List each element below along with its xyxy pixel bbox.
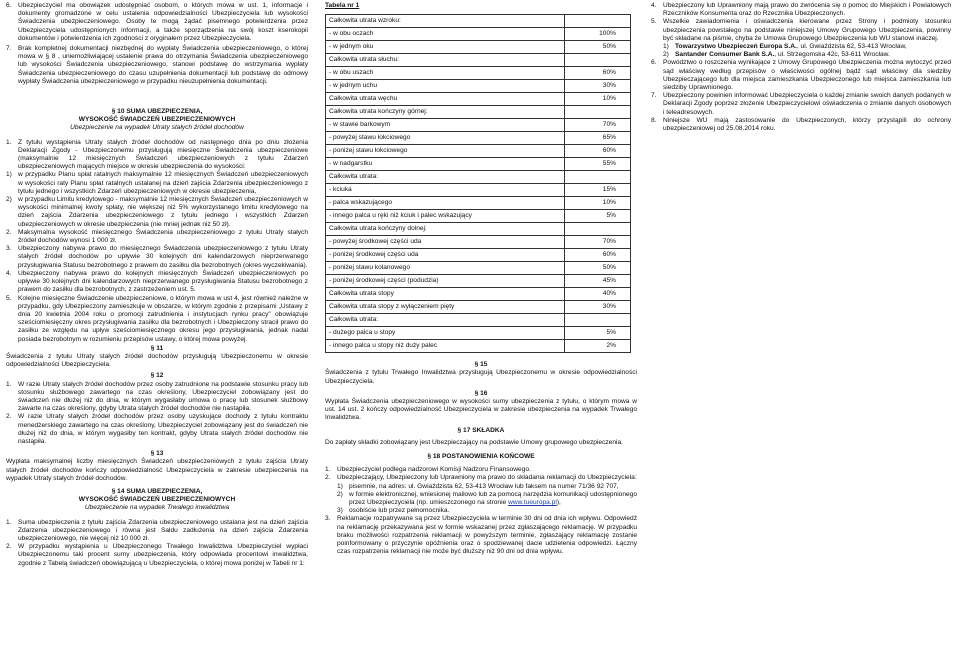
table-cell-value: 55% bbox=[565, 158, 631, 171]
table-cell-label: - kciuka bbox=[326, 184, 565, 197]
paragraph-text: Niniejsze WU mają zastosowanie do Ubezpieczonych, którzy przystąpili do ochrony ubezpieczeniowej od 25.08.2014 roku. bbox=[663, 116, 951, 133]
table-cell-value: 15% bbox=[565, 184, 631, 197]
table-row bbox=[326, 236, 631, 249]
table-row bbox=[326, 210, 631, 223]
list-item: 2. Maksymalna wysokość miesięcznego Świadczenia ubezpieczeniowego z tytułu Utraty stałych źródeł dochodów wynosi 1 000 zł. bbox=[6, 228, 308, 245]
table-row bbox=[326, 54, 631, 67]
section-heading: § 10 SUMA UBEZPIECZENIA, bbox=[111, 108, 203, 116]
table-cell-value: 30% bbox=[565, 301, 631, 314]
table-cell-value: 65% bbox=[565, 132, 631, 145]
list-item: 7. Brak kompletnej dokumentacji niezbędnej do wypłaty Świadczenia ubezpieczeniowego, o której mowa w § 8 , uniemożliwiającej ustalenie prawa do otrzymania Świadczenia ubezpieczeniowego lub wysokości Świadczenia ubezpieczeniowego, stanowi podstawę do wstrzymania wypłaty Świadczenia ubezpieczeniowego do czasu uzupełnienia dokumentacji lub podstawę do odmowy wypłaty Świadczenia ubezpieczeniowego w przypadku nieuzupełnienia dokumentacji. bbox=[6, 45, 308, 85]
paragraph-text bbox=[675, 51, 951, 59]
paragraph-text: W razie Utraty stałych źródeł dochodów przez osoby uzyskujące dochody z tytułu kontraktu menedżerskiego zawartego na czas określony, Ubezpieczyciel zobowiązany jest do świadczeń nie dłużej niż do dnia, w którym wygasłby ten kontrakt, gdyby Utrata stałych źródeł dochodów nie nastąpiła. bbox=[18, 413, 308, 445]
paragraph-text: Brak kompletnej dokumentacji niezbędnej do wypłaty Świadczenia ubezpieczeniowego, o której mowa w § 8 , uniemożliwiającej ustalenie prawa do otrzymania Świadczenia ubezpieczeniowego lub wysokości Świadczenia ubezpieczeniowego, stanowi podstawę do wstrzymania wypłaty Świadczenia ubezpieczeniowego do czasu uzupełnienia dokumentacji lub podstawę do odmowy wypłaty Świadczenia ubezpieczeniowego w przypadku nieuzupełnienia dokumentacji. bbox=[18, 45, 308, 85]
table-row bbox=[326, 223, 631, 236]
table-cell-label: - w obu uszach bbox=[326, 67, 565, 80]
table-cell-label: Całkowita utrata wzroku: bbox=[326, 15, 565, 28]
table-cell-label: Całkowita utrata słuchu: bbox=[326, 54, 565, 67]
list-item: 7. Ubezpieczony powinien informować Ubezpieczyciela o każdej zmianie swoich danych podanych w Deklaracji Zgody poprzez złożenie Ubezpieczycielowi oświadczenia o zmianie danych osobowych i teleadresowych. bbox=[651, 92, 951, 116]
paragraph-text bbox=[675, 43, 951, 51]
table-row bbox=[326, 314, 631, 327]
paragraph-text: Do zapłaty składki zobowiązany jest Ubezpieczający na podstawie Umowy grupowego ubezpieczenia. bbox=[325, 438, 623, 446]
table-cell-value: 60% bbox=[565, 145, 631, 158]
paragraph-text: Maksymalna wysokość miesięcznego Świadczenia ubezpieczeniowego z tytułu Utraty stałych źródeł dochodów wynosi 1 000 zł. bbox=[18, 228, 308, 245]
table-cell-label: Całkowita utrata kończyny dolnej: bbox=[326, 223, 565, 236]
table-cell-label: - dużego palca u stopy bbox=[326, 327, 565, 340]
table-cell-label: Całkowita utrata: bbox=[326, 314, 565, 327]
paragraph-text: Ubezpieczyciel ma obowiązek udostępniać osobom, o których mowa w ust. 1, informacje i dokumenty gromadzone w celu ustalenia odpowiedzialności Ubezpieczyciela lub wysokości Świadczenia ubezpieczeniowego. Osoby te mogą żądać pisemnego potwierdzenia przez Ubezpieczyciela udostępnionych informacji, a także sporządzenia na swój koszt kserokopii dokumentów i potwierdzenia ich zgodności z oryginałem przez Ubezpieczyciela. bbox=[18, 2, 308, 42]
section-heading: § 15 bbox=[474, 361, 488, 369]
table-cell-label: - poniżej środkowej części (podudzia) bbox=[326, 275, 565, 288]
paragraph-text: Wypłata Świadczenia ubezpieczeniowego w wysokości sumy ubezpieczenia z tytułu, o którym mowa w ust. 14 ust. 2 kończy odpowiedzialność Ubezpieczyciela w zakresie ubezpieczenia na wypadek Trwałego Inwalidztwa. bbox=[325, 398, 637, 422]
list-item: 5. Kolejne miesięczne Świadczenie ubezpieczeniowe, o którym mowa w ust 4, jest również należne w przypadku, gdy Ubezpieczony zamieszkuje w obszarze, w którym zgodnie z przepisami „Ustawy z dnia 20 kwietnia 2004 roku o promocji zatrudnienia i instytucjach rynku pracy" obowiązuje sześciomiesięczny okres przysługiwania zasiłku dla bezrobotnych i Ubezpieczony stracił prawo do zasiłku ze względu na upływ sześciomiesięcznego okresu jego przysługiwania, jednak nadal posiada bezrobotnym w rozumieniu przepisów ustawy, o której mowa powyżej. bbox=[6, 294, 308, 343]
list-item: 3. Ubezpieczony nabywa prawo do miesięcznego Świadczenia ubezpieczeniowego z tytułu Utraty stałych źródeł dochodów po upływie 30 kolejnych dni kalendarzowych nieprzerwanego przysługiwania Statusu bezrobotnego z prawem do zasiłku dla bezrobotnych (okres wyczekiwania). bbox=[6, 245, 308, 269]
column-middle bbox=[325, 2, 637, 556]
table-cell-value: 50% bbox=[565, 262, 631, 275]
section-heading: § 12 bbox=[150, 372, 164, 380]
table-cell-value: 10% bbox=[565, 93, 631, 106]
paragraph-text: Świadczenia z tytułu Trwałego Inwalidztwa przysługują Ubezpieczonemu w okresie odpowiedzialności Ubezpieczyciela. bbox=[325, 369, 637, 385]
paragraph-text: Powództwo o roszczenia wynikające z Umowy Grupowego Ubezpieczenia można wytoczyć przed sąd właściwy według przepisów o właściwości ogólnej bądź sąd właściwy dla siedziby Ubezpieczającego lub dla miejsca zamieszkania Ubezpieczonego lub miejsca zamieszkania lub siedziby Uprawnionego. bbox=[663, 59, 951, 92]
company-name: Towarzystwo Ubezpieczeń Europa S.A. bbox=[675, 43, 797, 51]
table-cell-label: - powyżej środkowej części uda bbox=[326, 236, 565, 249]
table-cell-label: - poniżej stawu kolanowego bbox=[326, 262, 565, 275]
paragraph-text: Ubezpieczony nabywa prawo do miesięcznego Świadczenia ubezpieczeniowego z tytułu Utraty stałych źródeł dochodów po upływie 30 kolejnych dni kalendarzowych nieprzerwanego przysługiwania Statusu bezrobotnego z prawem do zasiłku dla bezrobotnych (okres wyczekiwania). bbox=[18, 245, 308, 269]
paragraph-text: Z tytułu wystąpienia Utraty stałych źródeł dochodów od następnego dnia po dniu złożenia Deklaracji Zgody - Ubezpieczonemu przysługują miesięczne Świadczenia ubezpieczeniowe (maksymalnie 12 miesięcznych Świadczeń ubezpieczeniowych z tytułu Zdarzeń ubezpieczeniowych mających miejsce w okresie ubezpieczenia do wysokości: bbox=[18, 138, 308, 171]
paragraph-text: ), bbox=[556, 499, 561, 507]
paragraph-text: W razie Utraty stałych źródeł dochodów przez osoby zatrudnione na podstawie stosunku pracy lub stosunku służbowego zawartego na czas określony, Ubezpieczyciel zobowiązany jest do świadczeń nie dłużej niż do dnia, w którym wygasłaby umowa o pracę lub stosunek służbowy zawarte na czas określony, gdyby Utrata stałych źródeł dochodów nie nastąpiła. bbox=[18, 380, 308, 413]
list-item: 1. Suma ubezpieczenia z tytułu zajścia Zdarzenia ubezpieczeniowego ustalana jest na dzień zajścia Zdarzenia ubezpieczeniowego i równa jest Saldu zadłużenia na dzień zajścia Zdarzenia ubezpieczeniowego, nie więcej niż 10 000 zł. bbox=[6, 518, 308, 542]
section-heading: § 11 bbox=[150, 344, 164, 352]
list-item: 2) w formie elektronicznej, wniesionej mailowo lub za pomocą narzędzia komunikacji udostępnionego przez Ubezpieczyciela (np. umieszczonego na stronie www.tueuropa.pl), bbox=[337, 490, 637, 507]
list-item: 4. Ubezpieczony nabywa prawo do kolejnych miesięcznych Świadczeń ubezpieczeniowych po upływie 30 kolejnych dni kalendarzowych nieprzerwanego przysługiwania Statusu bezrobotnego z prawem do zasiłku dla bezrobotnych, z zastrzeżeniem ust. 5. bbox=[6, 269, 308, 294]
list-item: 1) w przypadku Planu spłat ratalnych maksymalnie 12 miesięcznych Świadczeń ubezpieczeniowych w wysokości raty Planu spłat ratalnych ustalanej na dzień zajścia Zdarzenia ubezpieczeniowego z tytułu jednego i wszystkich Zdarzeń ubezpieczeniowych w okresie ubezpieczenia, bbox=[6, 171, 308, 195]
paragraph-text: Kolejne miesięczne Świadczenie ubezpieczeniowe, o którym mowa w ust 4, jest również należne w przypadku, gdy Ubezpieczony zamieszkuje w obszarze, w którym zgodnie z przepisami „Ustawy z dnia 20 kwietnia 2004 roku o promocji zatrudnienia i instytucjach rynku pracy" obowiązuje sześciomiesięczny okres przysługiwania zasiłku dla bezrobotnych i Ubezpieczony stracił prawo do zasiłku ze względu na upływ sześciomiesięcznego okresu jego przysługiwania, jednak nadal posiada bezrobotnym w rozumieniu przepisów ustawy, o której mowa powyżej. bbox=[18, 294, 308, 343]
paragraph-text: pisemnie, na adres: ul. Gwiaździsta 62, 53-413 Wrocław lub faksem na numer 71/36 92 707, bbox=[349, 482, 619, 490]
table-cell-label: Całkowita utrata stopy z wyłączeniem pięty bbox=[326, 301, 565, 314]
table-cell-value bbox=[565, 15, 631, 28]
paragraph-text: w formie elektronicznej, wniesionej mailowo lub za pomocą narzędzia komunikacji udostępnionego przez Ubezpieczyciela (np. umieszczonego na stronie bbox=[349, 490, 637, 507]
table-row bbox=[326, 288, 631, 301]
list-item: 2) Santander Consumer Bank S.A., ul. Strzegomska 42c, 53-611 Wrocław. bbox=[663, 51, 951, 59]
table-row bbox=[326, 327, 631, 340]
table-row bbox=[326, 41, 631, 54]
table-title: Tabela nr 1 bbox=[325, 2, 360, 9]
table-row bbox=[326, 119, 631, 132]
table-cell-label: - w jednym oku bbox=[326, 41, 565, 54]
list-item: 2. W razie Utraty stałych źródeł dochodów przez osoby uzyskujące dochody z tytułu kontraktu menedżerskiego zawartego na czas określony, Ubezpieczyciel zobowiązany jest do świadczeń nie dłużej niż do dnia, w którym wygasłby ten kontrakt, gdyby Utrata stałych źródeł dochodów nie nastąpiła. bbox=[6, 413, 308, 445]
table-cell-label: Całkowita utrata stopy bbox=[326, 288, 565, 301]
table-cell-label: - powyżej stawu łokciowego bbox=[326, 132, 565, 145]
paragraph-text: Wypłata maksymalnej liczby miesięcznych Świadczeń ubezpieczeniowych z tytułu zajścia Utraty stałych źródeł dochodów kończy odpowiedzialność Ubezpieczyciela w zakresie ubezpieczenia na wypadek Utraty stałych źródeł dochodów. bbox=[6, 458, 308, 482]
section-heading: § 17 SKŁADKA bbox=[457, 426, 505, 434]
paragraph-text: W przypadku wystąpienia u Ubezpieczonego Trwałego Inwalidztwa Ubezpieczyciel wypłaci Ubezpieczonemu taki procent sumy ubezpieczenia, który odpowiada procentowi inwalidztwa, zgodnie z Tabelą świadczeń obowiązującą u Ubezpieczyciela, o której mowa poniżej w Tabeli nr 1: bbox=[18, 543, 308, 567]
table-row bbox=[326, 67, 631, 80]
company-name: Santander Consumer Bank S.A. bbox=[675, 51, 775, 59]
company-address: , ul. Strzegomska 42c, 53-611 Wrocław. bbox=[774, 51, 890, 59]
list-item: 1. Z tytułu wystąpienia Utraty stałych źródeł dochodów od następnego dnia po dniu złożenia Deklaracji Zgody - Ubezpieczonemu przysługują miesięczne Świadczenia ubezpieczeniowe (maksymalnie 12 miesięcznych Świadczeń ubezpieczeniowych z tytułu Zdarzeń ubezpieczeniowych mających miejsce w okresie ubezpieczenia do wysokości: bbox=[6, 138, 308, 171]
paragraph-text: Ubezpieczony powinien informować Ubezpieczyciela o każdej zmianie swoich danych podanych w Deklaracji Zgody poprzez złożenie Ubezpieczycielowi oświadczenia o zmianie danych osobowych i teleadresowych. bbox=[663, 92, 951, 116]
paragraph-text: Suma ubezpieczenia z tytułu zajścia Zdarzenia ubezpieczeniowego ustalana jest na dzień zajścia Zdarzenia ubezpieczeniowego i równa jest Saldu zadłużenia na dzień zajścia Zdarzenia ubezpieczeniowego, nie więcej niż 10 000 zł. bbox=[18, 518, 308, 542]
table-row bbox=[326, 158, 631, 171]
table-cell-label: - poniżej środkowej części uda bbox=[326, 249, 565, 262]
table-cell-value bbox=[565, 314, 631, 327]
table-row bbox=[326, 93, 631, 106]
table-cell-value: 5% bbox=[565, 327, 631, 340]
paragraph-text: Wszelkie zawiadomienia i oświadczenia kierowane przez Strony i podmioty stosunku ubezpieczenia powstałego na podstawie niniejszej Umowy Grupowego Ubezpieczenia, powinny być składane na piśmie, chyba że Umowa Grupowego Ubezpieczenia lub WU stanowi inaczej. bbox=[663, 18, 951, 42]
paragraph-text: w przypadku Limitu kredytowego - maksymalnie 12 miesięcznych Świadczeń ubezpieczeniowych w wysokości minimalnej kwoty spłaty, nie większej niż 5% wykorzystanego limitu kredytowego na dzień zajścia Zdarzenia ubezpieczeniowego z tytułu jednego i wszystkich Zdarzeń ubezpieczeniowych w okresie ubezpieczenia (nie mniej jednak niż 50 zł). bbox=[18, 196, 308, 228]
paragraph-text: Reklamacje rozpatrywane są przez Ubezpieczyciela w terminie 30 dni od dnia ich wpływu. Odpowiedź na reklamację przekazywana jest w formie wskazanej przez zgłaszającego reklamację. W przypadku braku możliwości rozpatrzenia reklamacji w powyższym terminie, zgłaszający reklamację zostanie poinformowany o przyczynie opóźnienia oraz o spodziewanej dacie udzielenia odpowiedzi. Łączny czas rozpatrzenia reklamacji nie może być dłuższy niż 90 dni od dnia wpływu. bbox=[337, 515, 637, 556]
table-row bbox=[326, 340, 631, 353]
table-row bbox=[326, 301, 631, 314]
list-item: 6. Powództwo o roszczenia wynikające z Umowy Grupowego Ubezpieczenia można wytoczyć przed sąd właściwy według przepisów o właściwości ogólnej bądź sąd właściwy dla siedziby Ubezpieczającego lub dla miejsca zamieszkania Ubezpieczonego lub miejsca zamieszkania lub siedziby Uprawnionego. bbox=[651, 59, 951, 92]
list-item: 1. Ubezpieczyciel podlega nadzorowi Komisji Nadzoru Finansowego. bbox=[325, 466, 637, 474]
table-cell-value: 70% bbox=[565, 236, 631, 249]
section-heading: § 14 SUMA UBEZPIECZENIA, bbox=[111, 487, 203, 495]
list-item: 1) Towarzystwo Ubezpieczeń Europa S.A., ul. Gwiaździsta 62, 53-413 Wrocław, bbox=[663, 43, 951, 51]
table-cell-value bbox=[565, 223, 631, 236]
table-cell-label: Całkowita utrata węchu bbox=[326, 93, 565, 106]
table-row bbox=[326, 15, 631, 28]
paragraph-text: Świadczenia z tytułu Utraty stałych źródeł dochodów przysługują Ubezpieczonemu w okresie odpowiedzialności Ubezpieczyciela. bbox=[6, 352, 308, 369]
section-heading: § 16 bbox=[474, 389, 488, 397]
table-cell-value: 100% bbox=[565, 28, 631, 41]
disability-table bbox=[325, 14, 631, 353]
table-cell-label: - innego palca u ręki niż kciuk i palec wskazujący bbox=[326, 210, 565, 223]
paragraph-text: Ubezpieczony lub Uprawniony mają prawo do zwrócenia się o pomoc do Miejskich i Powiatowych Rzeczników Konsumenta oraz do Rzecznika Ubezpieczonych. bbox=[663, 2, 951, 18]
column-right bbox=[651, 2, 951, 133]
table-cell-value: 2% bbox=[565, 340, 631, 353]
table-cell-label: - innego palca u stopy niż duży palec bbox=[326, 340, 565, 353]
table-cell-value: 10% bbox=[565, 197, 631, 210]
section-subtitle: Ubezpieczenie na wypadek Trwałego inwalidztwa bbox=[84, 504, 230, 512]
table-cell-value: 5% bbox=[565, 210, 631, 223]
table-cell-label: Całkowita utrata: bbox=[326, 171, 565, 184]
table-cell-value: 70% bbox=[565, 119, 631, 132]
table-cell-value: 60% bbox=[565, 249, 631, 262]
paragraph-text: Ubezpieczony nabywa prawo do kolejnych miesięcznych Świadczeń ubezpieczeniowych po upływie 30 kolejnych dni kalendarzowych nieprzerwanego przysługiwania Statusu bezrobotnego z prawem do zasiłku dla bezrobotnych, z zastrzeżeniem ust. 5. bbox=[18, 269, 308, 294]
table-cell-label: - palca wskazującego bbox=[326, 197, 565, 210]
website-link[interactable]: www.tueuropa.pl bbox=[508, 499, 557, 507]
list-item: 8. Niniejsze WU mają zastosowanie do Ubezpieczonych, którzy przystąpili do ochrony ubezpieczeniowej od 25.08.2014 roku. bbox=[651, 116, 951, 133]
list-item: 2) w przypadku Limitu kredytowego - maksymalnie 12 miesięcznych Świadczeń ubezpieczeniowych w wysokości minimalnej kwoty spłaty, nie większej niż 5% wykorzystanego limitu kredytowego na dzień zajścia Zdarzenia ubezpieczeniowego z tytułu jednego i wszystkich Zdarzeń ubezpieczeniowych w okresie ubezpieczenia (nie mniej jednak niż 50 zł). bbox=[6, 196, 308, 228]
table-row bbox=[326, 275, 631, 288]
table-row bbox=[326, 28, 631, 41]
list-item: 5. Wszelkie zawiadomienia i oświadczenia kierowane przez Strony i podmioty stosunku ubezpieczenia powstałego na podstawie niniejszej Umowy Grupowego Ubezpieczenia, powinny być składane na piśmie, chyba że Umowa Grupowego Ubezpieczenia lub WU stanowi inaczej. bbox=[651, 18, 951, 42]
table-cell-label: Całkowita utrata kończyny górnej: bbox=[326, 106, 565, 119]
table-row bbox=[326, 184, 631, 197]
table-cell-label: - w obu oczach bbox=[326, 28, 565, 41]
table-cell-value: 50% bbox=[565, 41, 631, 54]
table-cell-label: - w stawie barkowym bbox=[326, 119, 565, 132]
table-cell-value: 60% bbox=[565, 67, 631, 80]
paragraph-text: osobiście lub przez pełnomocnika. bbox=[349, 507, 450, 515]
column-left bbox=[6, 2, 308, 568]
table-cell-value bbox=[565, 171, 631, 184]
table-cell-value: 40% bbox=[565, 288, 631, 301]
table-cell-label: - w nadgarstku bbox=[326, 158, 565, 171]
table-row bbox=[326, 262, 631, 275]
table-row bbox=[326, 132, 631, 145]
table-row bbox=[326, 106, 631, 119]
paragraph-text: Ubezpieczający, Ubezpieczony lub Uprawniony ma prawo do składania reklamacji do Ubezpieczyciela: bbox=[337, 474, 637, 482]
list-item: 2. W przypadku wystąpienia u Ubezpieczonego Trwałego Inwalidztwa Ubezpieczyciel wypłaci Ubezpieczonemu taki procent sumy ubezpieczenia, który odpowiada procentowi inwalidztwa, zgodnie z Tabelą świadczeń obowiązującą u Ubezpieczyciela, o której mowa poniżej w Tabeli nr 1: bbox=[6, 543, 308, 567]
list-item: 6. Ubezpieczyciel ma obowiązek udostępniać osobom, o których mowa w ust. 1, informacje i dokumenty gromadzone w celu ustalenia odpowiedzialności Ubezpieczyciela lub wysokości Świadczenia ubezpieczeniowego. Osoby te mogą żądać pisemnego potwierdzenia przez Ubezpieczyciela udostępnionych informacji, a także sporządzenia na swój koszt kserokopii dokumentów i potwierdzenia ich zgodności z oryginałem przez Ubezpieczyciela. bbox=[6, 2, 308, 42]
section-heading: WYSOKOŚĆ ŚWIADCZEŃ UBEZPIECZENIOWYCH bbox=[78, 496, 236, 504]
table-row bbox=[326, 249, 631, 262]
table-cell-label: - poniżej stawu łokciowego bbox=[326, 145, 565, 158]
list-item: 1. W razie Utraty stałych źródeł dochodów przez osoby zatrudnione na podstawie stosunku pracy lub stosunku służbowego zawartego na czas określony, Ubezpieczyciel zobowiązany jest do świadczeń nie dłużej niż do dnia, w którym wygasłaby umowa o pracę lub stosunek służbowy zawarte na czas określony, gdyby Utrata stałych źródeł dochodów nie nastąpiła. bbox=[6, 380, 308, 413]
section-subtitle: Ubezpieczenie na wypadek Utraty stałych źródeł dochodów bbox=[70, 124, 244, 132]
table-cell-value bbox=[565, 54, 631, 67]
list-item: 2. Ubezpieczający, Ubezpieczony lub Uprawniony ma prawo do składania reklamacji do Ubezpieczyciela: bbox=[325, 474, 637, 482]
paragraph-text: w przypadku Planu spłat ratalnych maksymalnie 12 miesięcznych Świadczeń ubezpieczeniowych w wysokości raty Planu spłat ratalnych ustalanej na dzień zajścia Zdarzenia ubezpieczeniowego z tytułu jednego i wszystkich Zdarzeń ubezpieczeniowych w okresie ubezpieczenia, bbox=[18, 171, 308, 195]
table-row bbox=[326, 171, 631, 184]
table-row bbox=[326, 145, 631, 158]
list-item: 3. Reklamacje rozpatrywane są przez Ubezpieczyciela w terminie 30 dni od dnia ich wpływu. Odpowiedź na reklamację przekazywana jest w formie wskazanej przez zgłaszającego reklamację. W przypadku braku możliwości rozpatrzenia reklamacji w powyższym terminie, zgłaszający reklamację zostanie poinformowany o przyczynie opóźnienia oraz o spodziewanej dacie udzielenia odpowiedzi. Łączny czas rozpatrzenia reklamacji nie może być dłuższy niż 90 dni od dnia wpływu. bbox=[325, 515, 637, 556]
list-item: 1) pisemnie, na adres: ul. Gwiaździsta 62, 53-413 Wrocław lub faksem na numer 71/36 92 707, bbox=[337, 483, 637, 491]
list-item: 4. Ubezpieczony lub Uprawniony mają prawo do zwrócenia się o pomoc do Miejskich i Powiatowych Rzeczników Konsumenta oraz do Rzecznika Ubezpieczonych. bbox=[651, 2, 951, 18]
table-row bbox=[326, 80, 631, 93]
table-cell-value: 30% bbox=[565, 80, 631, 93]
section-heading: § 13 bbox=[150, 450, 164, 458]
paragraph-text bbox=[349, 491, 637, 507]
section-heading: § 18 POSTANOWIENIA KOŃCOWE bbox=[427, 453, 535, 461]
company-address: , ul. Gwiaździsta 62, 53-413 Wrocław, bbox=[796, 43, 907, 51]
table-row bbox=[326, 197, 631, 210]
list-item: 3) osobiście lub przez pełnomocnika. bbox=[337, 507, 637, 515]
table-cell-value: 45% bbox=[565, 275, 631, 288]
section-heading: WYSOKOŚĆ ŚWIADCZEŃ UBEZPIECZENIOWYCH bbox=[78, 116, 236, 124]
table-cell-value bbox=[565, 106, 631, 119]
table-cell-label: - w jednym uchu bbox=[326, 80, 565, 93]
paragraph-text: Ubezpieczyciel podlega nadzorowi Komisji Nadzoru Finansowego. bbox=[337, 466, 531, 474]
